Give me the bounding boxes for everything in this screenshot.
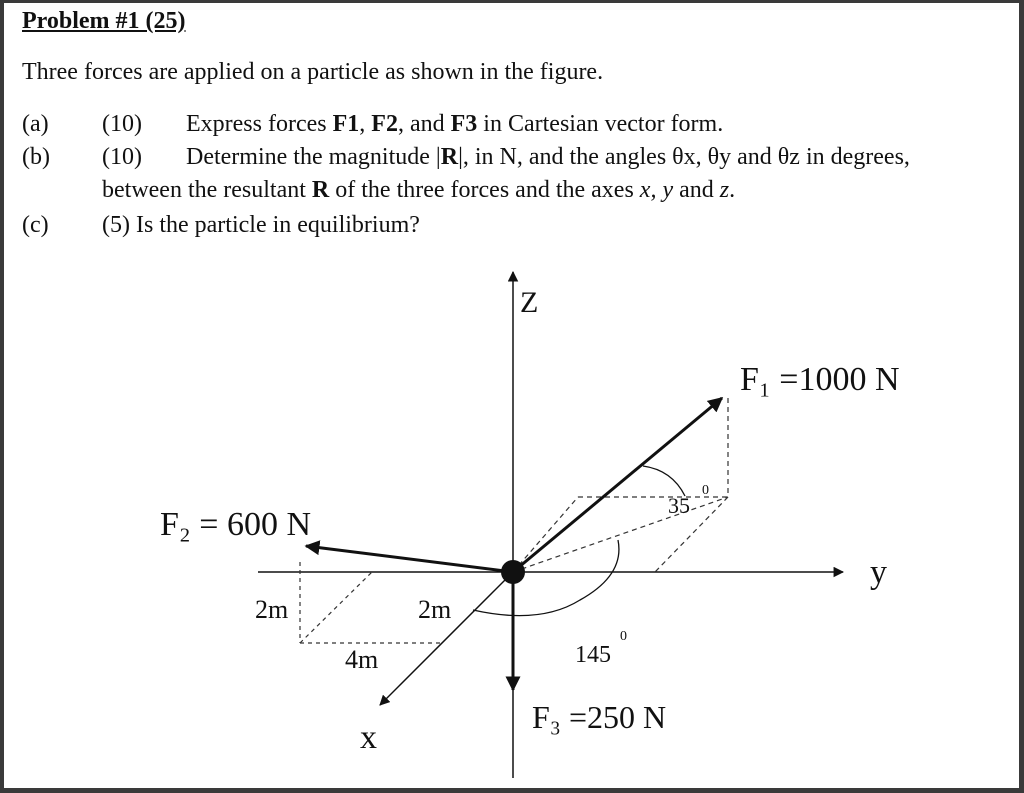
angle-145-degree: 0 <box>620 629 627 644</box>
f2-label: F₂ = 600 N <box>160 506 311 543</box>
f2-vector <box>306 546 513 572</box>
angle-35-degree: 0 <box>702 483 709 498</box>
part-c-label: (c) <box>22 212 49 238</box>
part-c-text: (5) Is the particle in equilibrium? <box>102 212 420 238</box>
y-axis-label: y <box>870 554 887 591</box>
particle <box>501 560 525 584</box>
dim-2m-left: 2m <box>255 595 289 624</box>
dim-4m: 4m <box>345 645 379 674</box>
problem-title: Problem #1 (25) <box>22 8 186 34</box>
problem-intro: Three forces are applied on a particle as shown in the figure. <box>22 59 604 85</box>
part-a-points: (10) <box>102 111 142 137</box>
x-axis <box>380 572 513 705</box>
part-a-text: Express forces F1, F2, and F3 in Cartesian vector form. <box>186 111 724 137</box>
part-b-points: (10) <box>102 144 142 170</box>
f3-label: F₃ =250 N <box>532 699 667 735</box>
x-axis-label: x <box>360 719 377 756</box>
part-b-line2: between the resultant R of the three forces and the axes x, y and z. <box>102 177 736 203</box>
angle-145-arc <box>473 540 619 616</box>
z-axis-label: Z <box>520 286 539 319</box>
f1-label: F₁ =1000 N <box>740 361 900 398</box>
dim-2m-mid: 2m <box>418 595 452 624</box>
f1-vector <box>513 398 722 572</box>
part-a-label: (a) <box>22 111 49 137</box>
angle-35-arc <box>643 466 685 496</box>
angle-35-label: 35 <box>668 493 690 518</box>
part-b-line1: Determine the magnitude |R|, in N, and the angles θx, θy and θz in degrees, <box>186 144 910 170</box>
part-b-label: (b) <box>22 144 50 170</box>
angle-145-label: 145 <box>575 642 611 668</box>
